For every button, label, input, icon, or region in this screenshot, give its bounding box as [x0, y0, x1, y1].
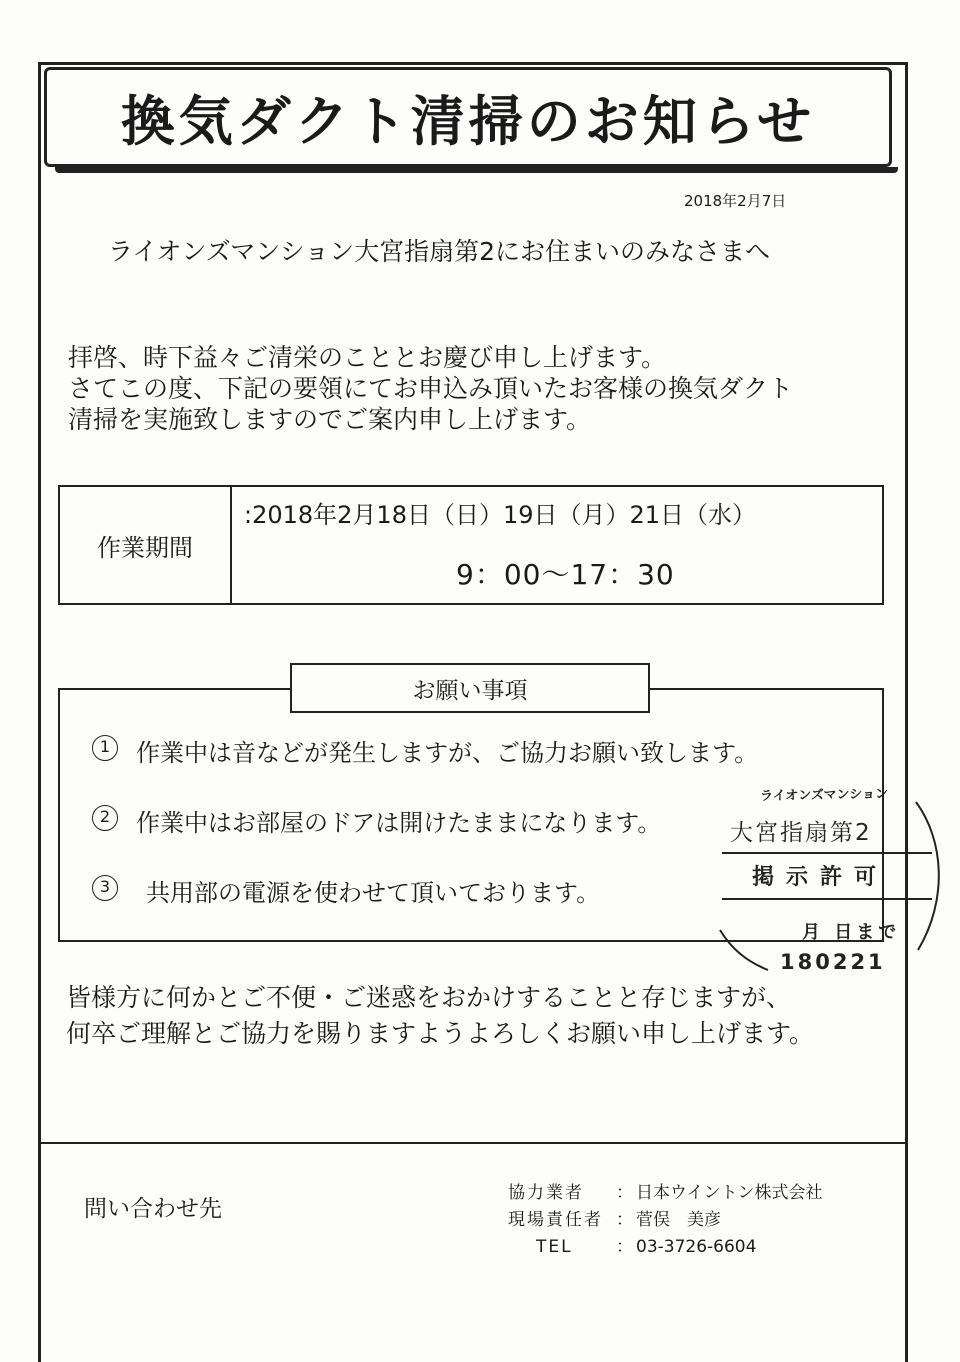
contact-value: 03-3726-6604: [636, 1237, 757, 1257]
contact-separator: ：: [616, 1210, 633, 1230]
work-period-label: 作業期間: [60, 487, 232, 603]
requests-header: お願い事項: [290, 663, 650, 713]
title-box: [44, 67, 892, 167]
intro-line: さてこの度、下記の要領にてお申込み頂いたお客様の換気ダクト: [68, 374, 794, 403]
stamp-line: ライオンズマンション: [759, 786, 889, 805]
stamp-divider: [722, 898, 932, 900]
contact-label: 問い合わせ先: [84, 1196, 222, 1222]
work-period-body: [232, 487, 882, 603]
contact-key: TEL: [536, 1237, 573, 1257]
contact-value: 菅俣 美彦: [636, 1210, 721, 1230]
stamp-line: 掲示許可: [752, 865, 889, 890]
stamp-line: 月 日まで: [802, 922, 901, 943]
intro-paragraph: [68, 342, 793, 435]
work-period-dates: :2018年2月18日（日）19日（月）21日（水）: [244, 501, 757, 529]
closing-line: 何卒ご理解とご協力を賜りますようよろしくお願い申し上げます。: [66, 1019, 815, 1048]
stamp-divider: [722, 852, 932, 854]
page-title: 換気ダクト清掃のお知らせ: [120, 89, 816, 153]
stamp-line: 大宮指扇第2: [730, 820, 872, 846]
circled-number: 3: [92, 875, 118, 901]
request-text: 作業中はお部屋のドアは開けたままになります。: [136, 809, 662, 837]
approval-stamp: [708, 780, 958, 980]
contact-row: [508, 1234, 823, 1261]
closing-line: 皆様方に何かとご不便・ご迷惑をおかけすることと存じますが、: [66, 983, 792, 1012]
contact-key: 現場責任者: [508, 1210, 603, 1230]
request-item: [92, 733, 758, 768]
work-period-table: [58, 485, 884, 605]
footer-divider: [38, 1142, 908, 1144]
closing-paragraph: [66, 980, 814, 1052]
contact-details: [508, 1180, 823, 1261]
intro-line: 清掃を実施致しますのでご案内申し上げます。: [68, 405, 592, 434]
intro-line: 拝啓、時下益々ご清栄のこととお慶び申し上げます。: [68, 343, 667, 372]
contact-row: [508, 1207, 823, 1234]
request-item: [92, 803, 661, 838]
stamp-line: 180221: [780, 950, 886, 974]
contact-value: 日本ウイントン株式会社: [636, 1183, 823, 1203]
recipient-line: ライオンズマンション大宮指扇第2にお住まいのみなさまへ: [108, 237, 771, 266]
work-period-time: 9：00〜17：30: [456, 558, 675, 591]
notice-date: 2018年2月7日: [684, 192, 787, 210]
contact-key: 協力業者: [508, 1183, 584, 1203]
contact-separator: ：: [616, 1183, 633, 1203]
request-text: 作業中は音などが発生しますが、ご協力お願い致します。: [136, 739, 759, 767]
circled-number: 1: [92, 735, 118, 761]
contact-row: [508, 1180, 823, 1207]
contact-separator: ：: [616, 1237, 633, 1257]
request-text: 共用部の電源を使わせて頂いております。: [146, 879, 601, 907]
request-item: [92, 873, 600, 908]
circled-number: 2: [92, 805, 118, 831]
